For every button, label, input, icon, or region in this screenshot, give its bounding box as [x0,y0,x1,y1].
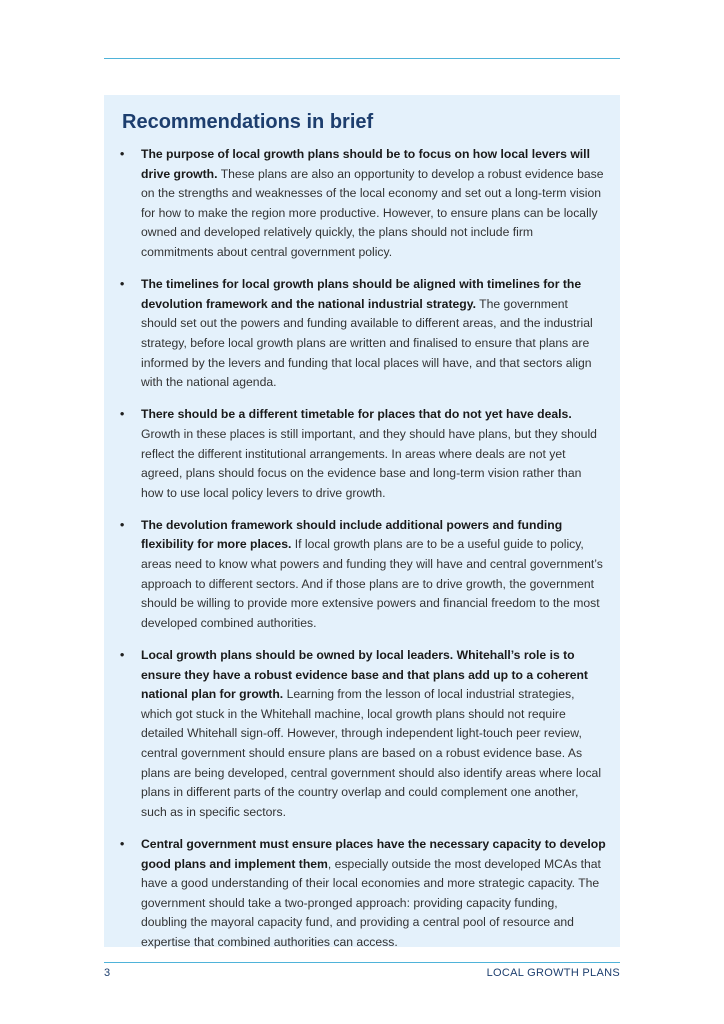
bullet-icon: • [120,648,125,663]
recommendation-item [122,835,606,953]
recommendation-body: These plans are also an opportunity to develop a robust evidence base on the strengths and weaknesses of the local economy and set out a long-term vision for how to make the region more productive. However, to ensure plans can be locally owned and developed relatively quickly, the plans should not include firm commitments about central government policy. [141,166,604,259]
recommendation-item [122,145,606,263]
bullet-icon: • [120,836,125,851]
recommendations-list [122,145,606,953]
recommendation-body: Learning from the lesson of local industrial strategies, which got stuck in the Whitehall machine, local growth plans should not require detailed Whitehall sign-off. However, through independent light-touch peer review, central government should ensure plans are based on a robust evidence base. As plans are being developed, central government should also identify areas where local plans in different parts of the country overlap and could complement one another, such as in specific sectors. [141,687,602,819]
running-title: LOCAL GROWTH PLANS [486,967,620,979]
bullet-icon: • [120,407,125,422]
footer-rule [104,962,620,963]
recommendations-box [104,95,620,947]
bullet-icon: • [120,147,125,161]
recommendation-body: The government should set out the powers and funding available to different areas, and the industrial strategy, before local growth plans are written and finalised to ensure that plans are informed by the levers and funding that local places will have, and that sectors align with the national agenda. [141,296,593,390]
recommendation-lead: There should be a different timetable for places that do not yet have deals. [141,407,572,422]
recommendation-body: If local growth plans are to be a useful guide to policy, areas need to know what powers and funding they will have and central government’s approach to different sectors. And if those plans are to drive growth, the government should be willing to provide more extensive powers and financial freedom to the most developed combined authorities. [141,537,603,630]
recommendation-lead: The devolution framework should include additional powers and funding flexibility for more places. [141,517,563,552]
recommendation-lead: The purpose of local growth plans should be to focus on how local levers will drive growth. [141,147,590,181]
recommendation-lead: Local growth plans should be owned by local leaders. Whitehall’s role is to ensure they have a robust evidence base and that plans add up to a coherent national plan for growth. [141,648,588,702]
recommendations-title: Recommendations in brief [122,111,374,133]
recommendation-item [122,405,606,503]
header-rule [104,58,620,59]
bullet-icon: • [120,517,125,532]
recommendation-item [122,516,606,634]
recommendation-body: Growth in these places is still important, and they should have plans, but they should reflect the different institutional arrangements. In areas where deals are not yet agreed, plans should focus on the evidence base and long-term vision rather than how to use local policy levers to drive growth. [141,426,597,500]
bullet-icon: • [120,277,125,292]
recommendation-item [122,275,606,393]
recommendation-body: , especially outside the most developed MCAs that have a good understanding of their local economies and more strategic capacity. The government should take a two-pronged approach: providing capacity funding, doubling the mayoral capacity fund, and providing a central pool of resource and expertise that combined authorities can access. [141,856,601,949]
recommendation-lead: Central government must ensure places have the necessary capacity to develop good plans and implement them [141,836,606,871]
page-number: 3 [104,967,111,979]
recommendation-lead: The timelines for local growth plans should be aligned with timelines for the devolution framework and the national industrial strategy. [141,277,582,311]
recommendation-item [122,646,606,822]
